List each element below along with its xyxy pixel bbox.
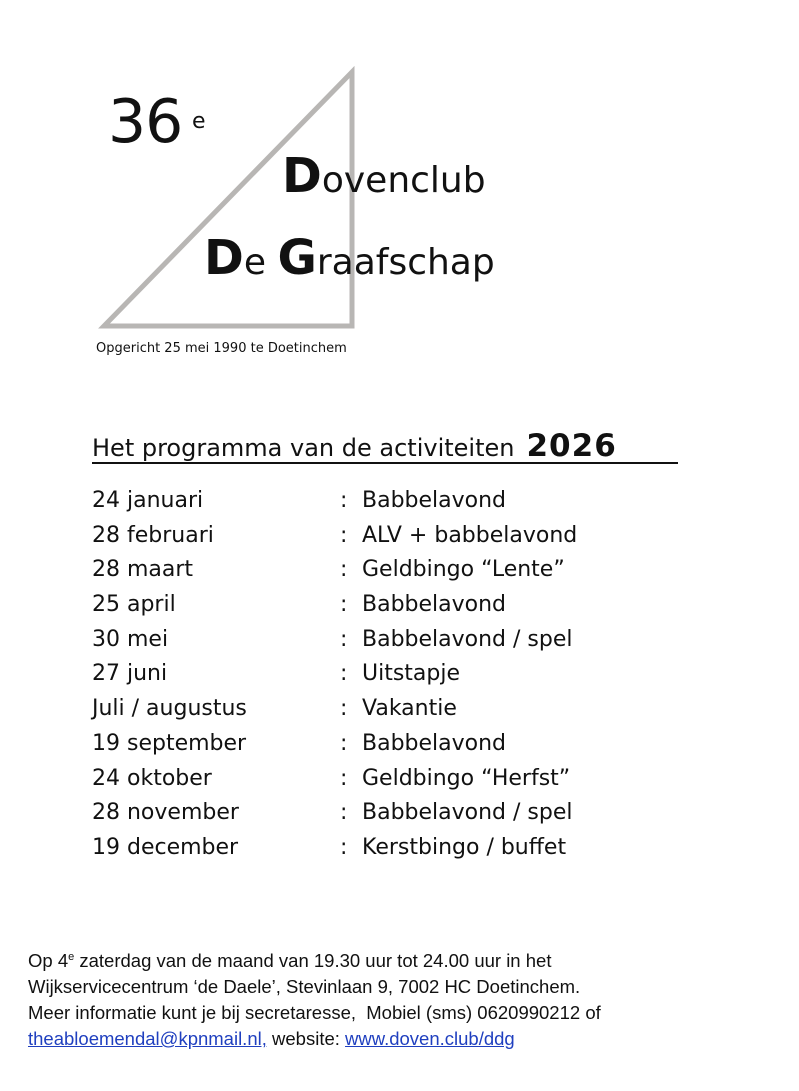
club-name-initial-g: G — [277, 230, 317, 286]
schedule-date: 19 december — [92, 834, 239, 860]
schedule-row — [92, 588, 652, 623]
website-label: website: — [266, 1028, 346, 1050]
schedule-date: 28 maart — [92, 557, 194, 583]
schedule-row — [92, 727, 652, 762]
schedule-row — [92, 519, 652, 554]
program-year: 2026 — [526, 428, 617, 464]
anniversary-superscript: e — [192, 109, 206, 134]
website-link[interactable]: www.doven.club/ddg — [345, 1028, 515, 1050]
schedule-date: 24 januari — [92, 488, 204, 513]
schedule-separator: : — [340, 730, 348, 756]
schedule-separator: : — [340, 488, 348, 513]
schedule-list — [92, 484, 652, 866]
club-name-de: e — [243, 242, 278, 283]
schedule-date: 25 april — [92, 592, 176, 618]
footer-line1-sup: e — [68, 951, 75, 963]
club-name-line2 — [204, 230, 495, 286]
schedule-activity: Vakantie — [362, 696, 457, 722]
schedule-activity: Babbelavond / spel — [362, 800, 573, 826]
schedule-activity: Babbelavond — [362, 488, 507, 513]
club-name-rest: ovenclub — [321, 160, 486, 201]
schedule-separator: : — [340, 834, 348, 860]
schedule-row — [92, 657, 652, 692]
program-heading-text: Het programma van de activiteiten — [92, 434, 515, 462]
program-heading — [92, 428, 678, 464]
schedule-separator: : — [340, 661, 348, 687]
footer-line1-end: zaterdag van de maand van 19.30 uur tot 24.00 uur in het — [74, 950, 552, 972]
schedule-row — [92, 692, 652, 727]
schedule-date: Juli / augustus — [92, 696, 247, 722]
footer-line2: Wijkservicecentrum ‘de Daele’, Stevinlaan 9, 7002 HC Doetinchem. — [28, 976, 581, 998]
schedule-activity: ALV + babbelavond — [362, 522, 578, 548]
schedule-date: 27 juni — [92, 661, 168, 687]
footer-line3: Meer informatie kunt je bij secretaresse, Mobiel (sms) 0620990212 of — [28, 1002, 601, 1024]
schedule-row — [92, 762, 652, 797]
club-name-line1 — [282, 148, 486, 204]
schedule-activity: Geldbingo “Herfst” — [362, 765, 571, 791]
schedule-separator: : — [340, 592, 348, 618]
schedule-activity: Babbelavond — [362, 592, 507, 618]
schedule-activity: Kerstbingo / buffet — [362, 834, 567, 860]
schedule-separator: : — [340, 765, 348, 791]
schedule-date: 28 november — [92, 800, 239, 826]
schedule-row — [92, 796, 652, 831]
schedule-activity: Babbelavond — [362, 730, 507, 756]
footer-line1-start: Op 4 — [28, 950, 69, 972]
schedule-separator: : — [340, 557, 348, 583]
anniversary-number: 36 — [108, 87, 183, 157]
schedule-date: 24 oktober — [92, 765, 212, 791]
schedule-separator: : — [340, 696, 348, 722]
schedule-row — [92, 831, 652, 866]
club-name-initial-d2: D — [204, 230, 244, 286]
footer-line4 — [28, 1026, 788, 1052]
club-name-initial-d: D — [282, 148, 322, 204]
schedule-row — [92, 623, 652, 658]
schedule-activity: Uitstapje — [362, 661, 461, 687]
footer-line1 — [28, 944, 788, 974]
founded-text: Opgericht 25 mei 1990 te Doetinchem — [96, 341, 347, 356]
email-link[interactable]: theabloemendal@kpnmail.nl, — [28, 1028, 267, 1050]
schedule-row — [92, 553, 652, 588]
schedule-separator: : — [340, 626, 348, 652]
schedule-date: 28 februari — [92, 522, 214, 548]
schedule-date: 30 mei — [92, 626, 169, 652]
schedule-separator: : — [340, 800, 348, 826]
schedule-row — [92, 484, 652, 519]
club-name-graafschap: raafschap — [316, 242, 495, 283]
schedule-date: 19 september — [92, 730, 247, 756]
schedule-separator: : — [340, 522, 348, 548]
footer-info — [28, 944, 788, 1052]
schedule-activity: Babbelavond / spel — [362, 626, 573, 652]
schedule-activity: Geldbingo “Lente” — [362, 557, 565, 583]
